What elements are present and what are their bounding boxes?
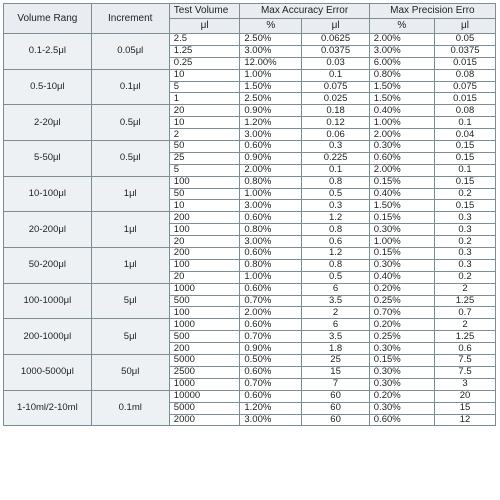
accuracy-ul-cell: 1.2 (302, 212, 369, 224)
accuracy-percent-cell: 0.50% (240, 355, 302, 367)
test-volume-cell: 2 (169, 129, 240, 141)
accuracy-ul-cell: 1.2 (302, 248, 369, 260)
accuracy-ul-cell: 0.3 (302, 200, 369, 212)
test-volume-cell: 200 (169, 248, 240, 260)
increment-cell: 5μl (91, 283, 169, 319)
precision-ul-cell: 0.04 (435, 129, 496, 141)
precision-ul-cell: 0.2 (435, 188, 496, 200)
precision-percent-cell: 2.00% (369, 164, 434, 176)
test-volume-cell: 100 (169, 259, 240, 271)
accuracy-ul-cell: 0.8 (302, 176, 369, 188)
accuracy-ul-cell: 0.03 (302, 57, 369, 69)
test-volume-cell: 100 (169, 307, 240, 319)
accuracy-percent-cell: 0.60% (240, 212, 302, 224)
accuracy-ul-cell: 0.0625 (302, 34, 369, 46)
accuracy-percent-cell: 0.70% (240, 331, 302, 343)
volume-range-cell: 5-50μl (4, 141, 92, 177)
precision-ul-cell: 2 (435, 283, 496, 295)
precision-percent-cell: 1.00% (369, 236, 434, 248)
precision-ul-cell: 2 (435, 319, 496, 331)
volume-range-cell: 20-200μl (4, 212, 92, 248)
precision-ul-cell: 15 (435, 402, 496, 414)
precision-ul-cell: 0.1 (435, 164, 496, 176)
accuracy-percent-cell: 0.90% (240, 343, 302, 355)
accuracy-percent-cell: 0.80% (240, 176, 302, 188)
accuracy-ul-cell: 0.1 (302, 69, 369, 81)
precision-ul-cell: 0.7 (435, 307, 496, 319)
precision-ul-cell: 0.08 (435, 69, 496, 81)
test-volume-cell: 1000 (169, 378, 240, 390)
precision-percent-cell: 6.00% (369, 57, 434, 69)
accuracy-percent-cell: 0.60% (240, 283, 302, 295)
precision-percent-cell: 0.15% (369, 248, 434, 260)
precision-ul-cell: 0.3 (435, 224, 496, 236)
accuracy-percent-cell: 3.00% (240, 200, 302, 212)
spec-table-body (4, 34, 496, 426)
table-row (4, 355, 496, 367)
precision-ul-cell: 0.15 (435, 200, 496, 212)
increment-cell: 1μl (91, 248, 169, 284)
precision-percent-cell: 1.50% (369, 200, 434, 212)
test-volume-cell: 100 (169, 176, 240, 188)
precision-ul-cell: 7.5 (435, 355, 496, 367)
volume-range-cell: 10-100μl (4, 176, 92, 212)
test-volume-cell: 25 (169, 152, 240, 164)
precision-percent-cell: 0.20% (369, 390, 434, 402)
test-volume-cell: 2500 (169, 366, 240, 378)
precision-ul-cell: 0.15 (435, 141, 496, 153)
accuracy-percent-cell: 0.70% (240, 295, 302, 307)
precision-percent-cell: 0.15% (369, 355, 434, 367)
accuracy-percent-cell: 3.00% (240, 129, 302, 141)
test-volume-cell: 5000 (169, 402, 240, 414)
accuracy-ul-cell: 0.025 (302, 93, 369, 105)
volume-range-cell: 100-1000μl (4, 283, 92, 319)
test-volume-cell: 10000 (169, 390, 240, 402)
precision-ul-cell: 0.3 (435, 248, 496, 260)
header-precision-ul: μl (435, 19, 496, 34)
test-volume-cell: 50 (169, 141, 240, 153)
table-row (4, 319, 496, 331)
volume-range-cell: 50-200μl (4, 248, 92, 284)
accuracy-ul-cell: 60 (302, 390, 369, 402)
precision-percent-cell: 0.25% (369, 295, 434, 307)
volume-range-cell: 1000-5000μl (4, 355, 92, 391)
precision-percent-cell: 1.50% (369, 81, 434, 93)
test-volume-cell: 500 (169, 331, 240, 343)
header-test-volume: Test Volume (169, 4, 240, 19)
table-row (4, 248, 496, 260)
accuracy-percent-cell: 0.90% (240, 105, 302, 117)
test-volume-cell: 100 (169, 224, 240, 236)
accuracy-ul-cell: 2 (302, 307, 369, 319)
test-volume-cell: 5 (169, 164, 240, 176)
accuracy-ul-cell: 7 (302, 378, 369, 390)
accuracy-ul-cell: 0.0375 (302, 45, 369, 57)
test-volume-cell: 10 (169, 200, 240, 212)
accuracy-percent-cell: 0.60% (240, 366, 302, 378)
accuracy-percent-cell: 0.90% (240, 152, 302, 164)
accuracy-ul-cell: 0.8 (302, 259, 369, 271)
header-increment: Increment (91, 4, 169, 34)
precision-ul-cell: 0.0375 (435, 45, 496, 57)
accuracy-percent-cell: 3.00% (240, 236, 302, 248)
increment-cell: 0.5μl (91, 105, 169, 141)
accuracy-percent-cell: 2.00% (240, 164, 302, 176)
header-max-accuracy-error: Max Accuracy Error (240, 4, 369, 19)
test-volume-cell: 500 (169, 295, 240, 307)
precision-ul-cell: 0.15 (435, 152, 496, 164)
header-precision-percent: % (369, 19, 434, 34)
precision-percent-cell: 1.50% (369, 93, 434, 105)
precision-ul-cell: 1.25 (435, 331, 496, 343)
precision-ul-cell: 0.075 (435, 81, 496, 93)
accuracy-ul-cell: 0.18 (302, 105, 369, 117)
precision-percent-cell: 0.15% (369, 176, 434, 188)
precision-percent-cell: 2.00% (369, 129, 434, 141)
accuracy-ul-cell: 3.5 (302, 331, 369, 343)
precision-ul-cell: 1.25 (435, 295, 496, 307)
accuracy-ul-cell: 0.8 (302, 224, 369, 236)
volume-range-cell: 0.5-10μl (4, 69, 92, 105)
accuracy-ul-cell: 0.5 (302, 188, 369, 200)
accuracy-ul-cell: 60 (302, 414, 369, 426)
precision-ul-cell: 0.15 (435, 176, 496, 188)
pipette-spec-table (3, 3, 496, 426)
accuracy-percent-cell: 0.60% (240, 390, 302, 402)
table-row (4, 283, 496, 295)
table-row (4, 141, 496, 153)
test-volume-cell: 5 (169, 81, 240, 93)
table-row (4, 176, 496, 188)
volume-range-cell: 2-20μl (4, 105, 92, 141)
precision-ul-cell: 12 (435, 414, 496, 426)
test-volume-cell: 10 (169, 117, 240, 129)
accuracy-ul-cell: 6 (302, 319, 369, 331)
accuracy-percent-cell: 1.00% (240, 69, 302, 81)
accuracy-percent-cell: 12.00% (240, 57, 302, 69)
accuracy-percent-cell: 2.50% (240, 93, 302, 105)
precision-percent-cell: 0.60% (369, 414, 434, 426)
precision-ul-cell: 7.5 (435, 366, 496, 378)
precision-percent-cell: 0.30% (369, 366, 434, 378)
test-volume-cell: 0.25 (169, 57, 240, 69)
precision-ul-cell: 0.2 (435, 236, 496, 248)
accuracy-percent-cell: 0.60% (240, 319, 302, 331)
test-volume-cell: 10 (169, 69, 240, 81)
test-volume-cell: 1000 (169, 283, 240, 295)
precision-percent-cell: 0.30% (369, 378, 434, 390)
precision-ul-cell: 20 (435, 390, 496, 402)
precision-percent-cell: 0.40% (369, 105, 434, 117)
precision-percent-cell: 0.70% (369, 307, 434, 319)
precision-percent-cell: 0.30% (369, 224, 434, 236)
accuracy-ul-cell: 25 (302, 355, 369, 367)
test-volume-cell: 2000 (169, 414, 240, 426)
precision-percent-cell: 0.40% (369, 188, 434, 200)
precision-ul-cell: 0.015 (435, 57, 496, 69)
volume-range-cell: 1-10ml/2-10ml (4, 390, 92, 426)
accuracy-percent-cell: 0.80% (240, 224, 302, 236)
precision-ul-cell: 0.3 (435, 212, 496, 224)
precision-ul-cell: 0.05 (435, 34, 496, 46)
test-volume-cell: 1 (169, 93, 240, 105)
accuracy-percent-cell: 1.20% (240, 402, 302, 414)
accuracy-percent-cell: 0.70% (240, 378, 302, 390)
table-row (4, 390, 496, 402)
test-volume-cell: 200 (169, 343, 240, 355)
precision-percent-cell: 0.60% (369, 152, 434, 164)
precision-percent-cell: 0.20% (369, 283, 434, 295)
precision-percent-cell: 0.80% (369, 69, 434, 81)
accuracy-percent-cell: 1.00% (240, 271, 302, 283)
precision-percent-cell: 0.15% (369, 212, 434, 224)
test-volume-cell: 20 (169, 236, 240, 248)
precision-ul-cell: 0.015 (435, 93, 496, 105)
accuracy-ul-cell: 0.12 (302, 117, 369, 129)
header-accuracy-ul: μl (302, 19, 369, 34)
header-max-precision-error: Max Precision Erro (369, 4, 495, 19)
table-row (4, 34, 496, 46)
accuracy-ul-cell: 1.8 (302, 343, 369, 355)
precision-percent-cell: 0.30% (369, 259, 434, 271)
test-volume-cell: 5000 (169, 355, 240, 367)
precision-ul-cell: 3 (435, 378, 496, 390)
precision-percent-cell: 0.30% (369, 343, 434, 355)
accuracy-ul-cell: 0.225 (302, 152, 369, 164)
accuracy-percent-cell: 0.60% (240, 248, 302, 260)
test-volume-cell: 20 (169, 105, 240, 117)
precision-percent-cell: 0.30% (369, 402, 434, 414)
accuracy-ul-cell: 3.5 (302, 295, 369, 307)
increment-cell: 0.5μl (91, 141, 169, 177)
header-accuracy-percent: % (240, 19, 302, 34)
accuracy-percent-cell: 3.00% (240, 45, 302, 57)
accuracy-ul-cell: 0.1 (302, 164, 369, 176)
table-row (4, 212, 496, 224)
increment-cell: 5μl (91, 319, 169, 355)
precision-percent-cell: 1.00% (369, 117, 434, 129)
increment-cell: 0.1ml (91, 390, 169, 426)
accuracy-ul-cell: 0.075 (302, 81, 369, 93)
test-volume-cell: 2.5 (169, 34, 240, 46)
increment-cell: 0.05μl (91, 34, 169, 70)
precision-ul-cell: 0.1 (435, 117, 496, 129)
accuracy-percent-cell: 1.50% (240, 81, 302, 93)
accuracy-percent-cell: 2.00% (240, 307, 302, 319)
accuracy-ul-cell: 0.6 (302, 236, 369, 248)
increment-cell: 0.1μl (91, 69, 169, 105)
increment-cell: 1μl (91, 176, 169, 212)
table-row (4, 69, 496, 81)
table-row (4, 105, 496, 117)
precision-percent-cell: 0.40% (369, 271, 434, 283)
accuracy-ul-cell: 60 (302, 402, 369, 414)
precision-ul-cell: 0.6 (435, 343, 496, 355)
accuracy-ul-cell: 15 (302, 366, 369, 378)
test-volume-cell: 20 (169, 271, 240, 283)
accuracy-percent-cell: 1.20% (240, 117, 302, 129)
accuracy-percent-cell: 2.50% (240, 34, 302, 46)
test-volume-cell: 1.25 (169, 45, 240, 57)
accuracy-ul-cell: 0.5 (302, 271, 369, 283)
precision-percent-cell: 0.25% (369, 331, 434, 343)
header-volume-range: Volume Rang (4, 4, 92, 34)
test-volume-cell: 1000 (169, 319, 240, 331)
accuracy-ul-cell: 6 (302, 283, 369, 295)
accuracy-percent-cell: 3.00% (240, 414, 302, 426)
precision-percent-cell: 2.00% (369, 34, 434, 46)
header-test-volume-unit: μl (169, 19, 240, 34)
precision-ul-cell: 0.2 (435, 271, 496, 283)
volume-range-cell: 200-1000μl (4, 319, 92, 355)
accuracy-percent-cell: 0.60% (240, 141, 302, 153)
test-volume-cell: 200 (169, 212, 240, 224)
precision-percent-cell: 0.30% (369, 141, 434, 153)
accuracy-percent-cell: 0.80% (240, 259, 302, 271)
precision-ul-cell: 0.08 (435, 105, 496, 117)
precision-percent-cell: 3.00% (369, 45, 434, 57)
accuracy-ul-cell: 0.06 (302, 129, 369, 141)
accuracy-percent-cell: 1.00% (240, 188, 302, 200)
test-volume-cell: 50 (169, 188, 240, 200)
increment-cell: 1μl (91, 212, 169, 248)
precision-ul-cell: 0.3 (435, 259, 496, 271)
volume-range-cell: 0.1-2.5μl (4, 34, 92, 70)
increment-cell: 50μl (91, 355, 169, 391)
accuracy-ul-cell: 0.3 (302, 141, 369, 153)
precision-percent-cell: 0.20% (369, 319, 434, 331)
